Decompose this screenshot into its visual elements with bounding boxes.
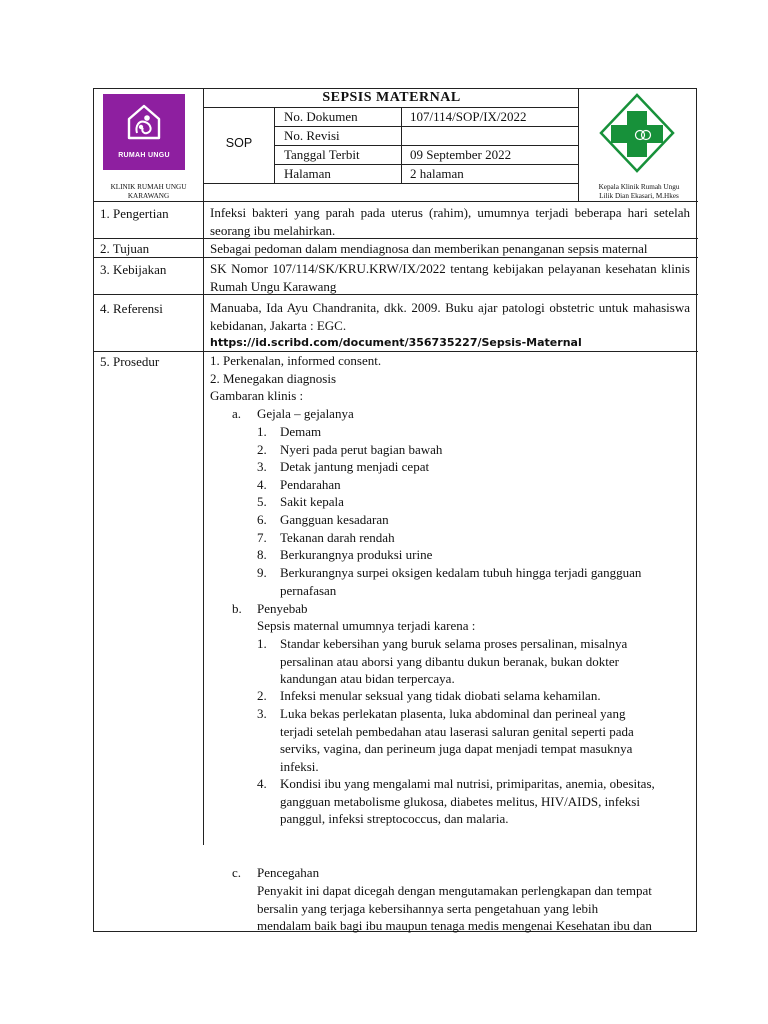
document-title: SEPSIS MATERNAL (322, 90, 461, 105)
divider (94, 201, 698, 202)
section-label: 4. Referensi (100, 301, 163, 316)
penyebab-intro: Sepsis maternal umumnya terjadi karena : (257, 618, 476, 633)
list-item-number: 2. (257, 441, 267, 457)
head-name: Lilik Dian Ekasari, M.Hkes (599, 192, 679, 200)
meta-value: 107/114/SOP/IX/2022 (410, 109, 527, 124)
house-mother-child-icon (126, 102, 162, 146)
list-item-line: infeksi. (280, 758, 319, 774)
section-label: 5. Prosedur (100, 354, 160, 369)
section-label: 2. Tujuan (100, 241, 150, 256)
subsection-title: Gejala – gejalanya (257, 406, 354, 421)
meta-value: 09 September 2022 (410, 147, 512, 162)
tujuan-text: Sebagai pedoman dalam mendiagnosa dan memberikan penanganan sepsis maternal (210, 241, 648, 256)
list-item: Nyeri pada perut bagian bawah (280, 441, 443, 457)
list-item: Berkurangnya produksi urine (280, 547, 433, 563)
list-item-line: gangguan metabolisme glukosa, diabetes melitus, HIV/AIDS, infeksi (280, 793, 640, 809)
head-title: Kepala Klinik Rumah Ungu (598, 183, 680, 191)
list-item-number: 5. (257, 494, 267, 510)
list-item-number: 4. (257, 776, 267, 791)
list-marker: a. (232, 406, 242, 421)
list-item-number: 3. (257, 459, 267, 475)
list-item: Pendarahan (280, 476, 341, 492)
subsection-title: Penyebab (257, 601, 308, 616)
meta-label: No. Revisi (284, 128, 340, 143)
list-item: Detak jantung menjadi cepat (280, 459, 430, 475)
divider (94, 351, 698, 352)
list-item: Gangguan kesadaran (280, 512, 389, 527)
list-item-line: Kondisi ibu yang mengalami mal nutrisi, primiparitas, anemia, obesitas, (280, 776, 655, 791)
meta-label: Tanggal Terbit (284, 147, 360, 162)
logo-text: RUMAH UNGU (118, 152, 170, 159)
section-label: 3. Kebijakan (100, 262, 167, 277)
list-marker: b. (232, 601, 242, 616)
list-item: Demam (280, 424, 322, 439)
meta-label: No. Dokumen (284, 109, 358, 124)
list-item: Sakit kepala (280, 494, 344, 510)
list-item-number: 8. (257, 547, 267, 563)
list-item-number: 1. (257, 424, 267, 439)
sop-document (93, 88, 697, 932)
clinic-name: KLINIK RUMAH UNGU KARAWANG (110, 183, 187, 200)
pencegahan-line: Penyakit ini dapat dicegah dengan mengutamakan perlengkapan dan tempat (257, 883, 652, 898)
pencegahan-line: mendalam baik bagi ibu maupun tenaga medis mengenai Kesehatan ibu dan (257, 918, 652, 933)
divider (203, 183, 578, 184)
list-item-continuation: pernafasan (280, 583, 337, 598)
list-item-number: 2. (257, 688, 267, 703)
list-item: Tekanan darah rendah (280, 529, 395, 545)
list-item-line: terjadi setelah pembedahan atau laserasi saluran genital seperti pada (280, 723, 634, 739)
pengertian-text: Infeksi bakteri yang parah pada uterus (rahim), umumnya terjadi beberapa hari setelah seorang ibu melahirkan. (210, 205, 690, 238)
list-item-line: Luka bekas perlekatan plasenta, luka abdominal dan perineal yang (280, 706, 626, 721)
list-item-number: 4. (257, 476, 267, 492)
list-marker: c. (232, 865, 242, 880)
clinic-logo (103, 94, 185, 170)
kebijakan-text: SK Nomor 107/114/SK/KRU.KRW/IX/2022 tentang kebijakan pelayanan kesehatan klinis Rumah Ungu Karawang (210, 261, 690, 294)
list-item-line: kandungan atau bidan terpercaya. (280, 671, 455, 687)
list-item-number: 7. (257, 529, 267, 545)
divider (94, 257, 698, 258)
prosedur-step: 2. Menegakan diagnosis (210, 371, 337, 386)
list-item-number: 3. (257, 706, 267, 721)
list-item-number: 1. (257, 636, 267, 651)
list-item: Berkurangnya surpei oksigen kedalam tubuh hingga terjadi gangguan (280, 564, 642, 580)
referensi-link[interactable]: https://id.scribd.com/document/356735227/Sepsis-Maternal (210, 336, 582, 349)
section-label: 1. Pengertian (100, 206, 169, 221)
referensi-text: Manuaba, Ida Ayu Chandranita, dkk. 2009. Buku ajar patologi obstetric untuk mahasiswa kebidanan, Jakarta : EGC. (210, 300, 690, 333)
list-item-number: 6. (257, 512, 267, 527)
list-item-line: persalinan atau aborsi yang dibantu dukun beranak, bukan dokter (280, 653, 619, 669)
prosedur-step: 1. Perkenalan, informed consent. (210, 353, 382, 368)
list-item-line: Infeksi menular seksual yang tidak diobati selama kehamilan. (280, 688, 601, 703)
subsection-title: Pencegahan (257, 865, 320, 880)
list-item-line: Standar kebersihan yang buruk selama proses persalinan, misalnya (280, 636, 628, 651)
medical-cross-icon (599, 93, 675, 173)
meta-value: 2 halaman (410, 166, 464, 181)
meta-label: Halaman (284, 166, 331, 181)
divider (203, 89, 204, 845)
sop-label: SOP (225, 136, 253, 150)
pencegahan-line: bersalin yang terjaga kebersihannya serta pengetahuan yang lebih (257, 901, 599, 916)
gambaran-label: Gambaran klinis : (210, 388, 304, 403)
list-item-number: 9. (257, 564, 267, 580)
list-item-line: serviks, vagina, dan perineum juga dapat menjadi tempat masuknya (280, 741, 633, 757)
list-item-line: panggul, infeksi streptococcus, dan malaria. (280, 811, 509, 827)
